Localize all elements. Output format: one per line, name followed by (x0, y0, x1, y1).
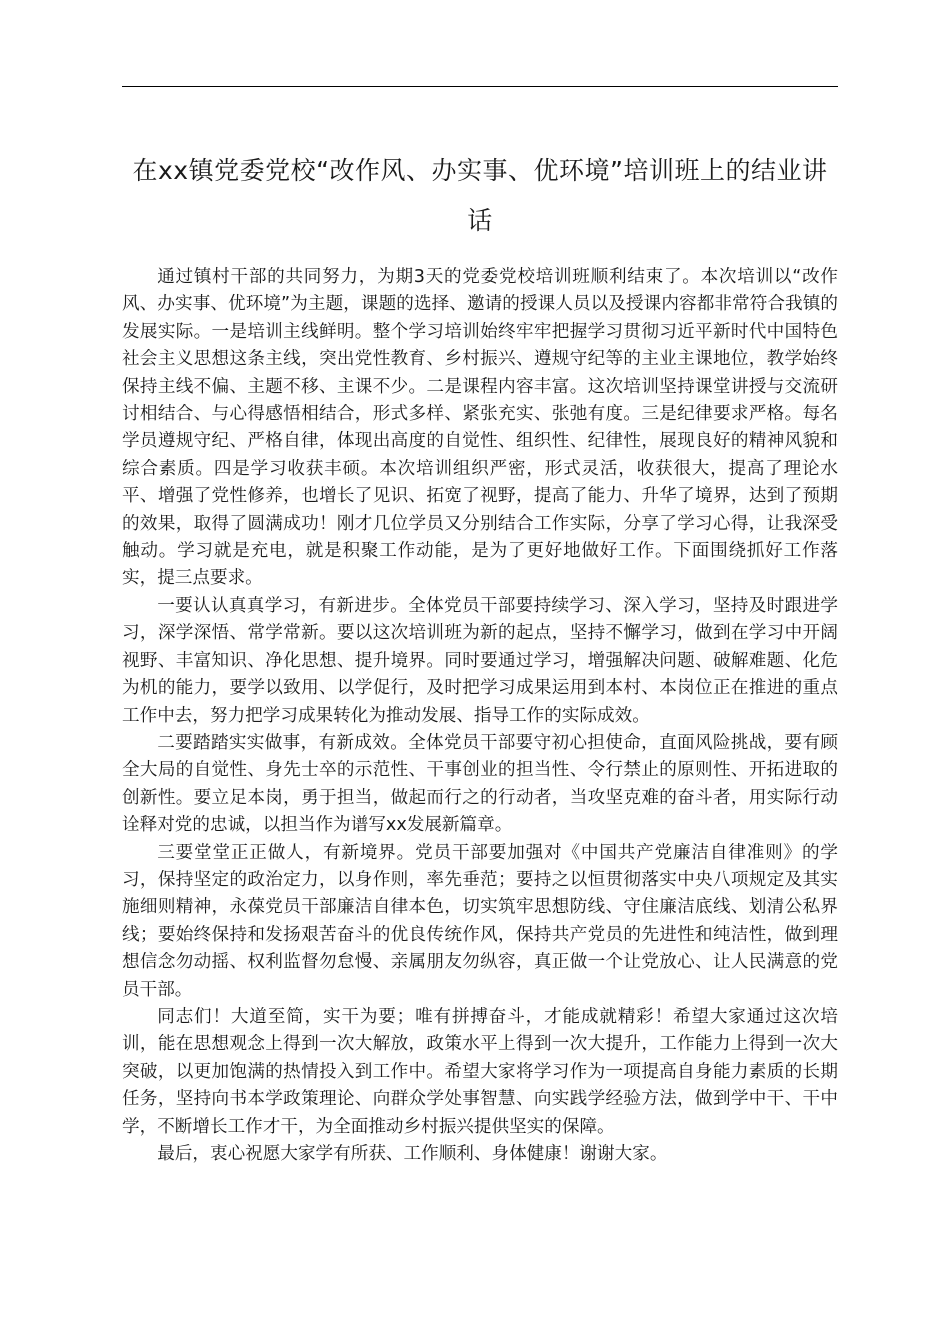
paragraph-requirement-1: 一要认认真真学习，有新进步。全体党员干部要持续学习、深入学习，坚持及时跟进学习，深学深悟、常学常新。要以这次培训班为新的起点，坚持不懈学习，做到在学习中开阔视野、丰富知识、净化思想、提升境界。同时要通过学习，增强解决问题、破解难题、化危为机的能力，要学以致用、以学促行，及时把学习成果运用到本村、本岗位正在推进的重点工作中去，努力把学习成果转化为推动发展、指导工作的实际成效。 (122, 595, 838, 726)
document-title: 在xx镇党委党校“改作风、办实事、优环境”培训班上的结业讲话 (132, 156, 828, 235)
paragraph-exhortation: 同志们！大道至简，实干为要；唯有拼搏奋斗，才能成就精彩！希望大家通过这次培训，能在思想观念上得到一次大解放，政策水平上得到一次大提升，工作能力上得到一次大突破，以更加饱满的热情投入到工作中。希望大家将学习作为一项提高自身能力素质的长期任务，坚持向书本学政策理论、向群众学处事智慧、向实践学经验方法，做到学中干、干中学，不断增长工作才干，为全面推动乡村振兴提供坚实的保障。 (122, 1006, 838, 1137)
paragraph-intro: 通过镇村干部的共同努力，为期3天的党委党校培训班顺利结束了。本次培训以“改作风、办实事、优环境”为主题，课题的选择、邀请的授课人员以及授课内容都非常符合我镇的发展实际。一是培训主线鲜明。整个学习培训始终牢牢把握学习贯彻习近平新时代中国特色社会主义思想这条主线，突出党性教育、乡村振兴、遵规守纪等的主业主课地位，教学始终保持主线不偏、主题不移、主课不少。二是课程内容丰富。这次培训坚持课堂讲授与交流研讨相结合、与心得感悟相结合，形式多样、紧张充实、张弛有度。三是纪律要求严格。每名学员遵规守纪、严格自律，体现出高度的自觉性、组织性、纪律性，展现良好的精神风貌和综合素质。四是学习收获丰硕。本次培训组织严密，形式灵活，收获很大，提高了理论水平、增强了党性修养，也增长了见识、拓宽了视野，提高了能力、升华了境界，达到了预期的效果，取得了圆满成功！刚才几位学员又分别结合工作实际，分享了学习心得，让我深受触动。学习就是充电，就是积聚工作动能，是为了更好地做好工作。下面围绕抓好工作落实，提三点要求。 (122, 267, 838, 589)
header-rule (122, 86, 838, 87)
document-body (122, 264, 838, 1168)
paragraph-requirement-2: 二要踏踏实实做事，有新成效。全体党员干部要守初心担使命，直面风险挑战，要有顾全大局的自觉性、身先士卒的示范性、干事创业的担当性、令行禁止的原则性、开拓进取的创新性。要立足本岗，勇于担当，做起而行之的行动者，当攻坚克难的奋斗者，用实际行动诠释对党的忠诚，以担当作为谱写xx发展新篇章。 (122, 732, 838, 836)
paragraph-closing: 最后，衷心祝愿大家学有所获、工作顺利、身体健康！谢谢大家。 (157, 1144, 668, 1164)
paragraph-requirement-3: 三要堂堂正正做人，有新境界。党员干部要加强对《中国共产党廉洁自律准则》的学习，保持坚定的政治定力，以身作则，率先垂范；要持之以恒贯彻落实中央八项规定及其实施细则精神，永葆党员干部廉洁自律本色，切实筑牢思想防线、守住廉洁底线、划清公私界线；要始终保持和发扬艰苦奋斗的优良传统作风，保持共产党员的先进性和纯洁性，做到理想信念勿动摇、权利监督勿怠慢、亲属朋友勿纵容，真正做一个让党放心、让人民满意的党员干部。 (122, 842, 838, 1000)
